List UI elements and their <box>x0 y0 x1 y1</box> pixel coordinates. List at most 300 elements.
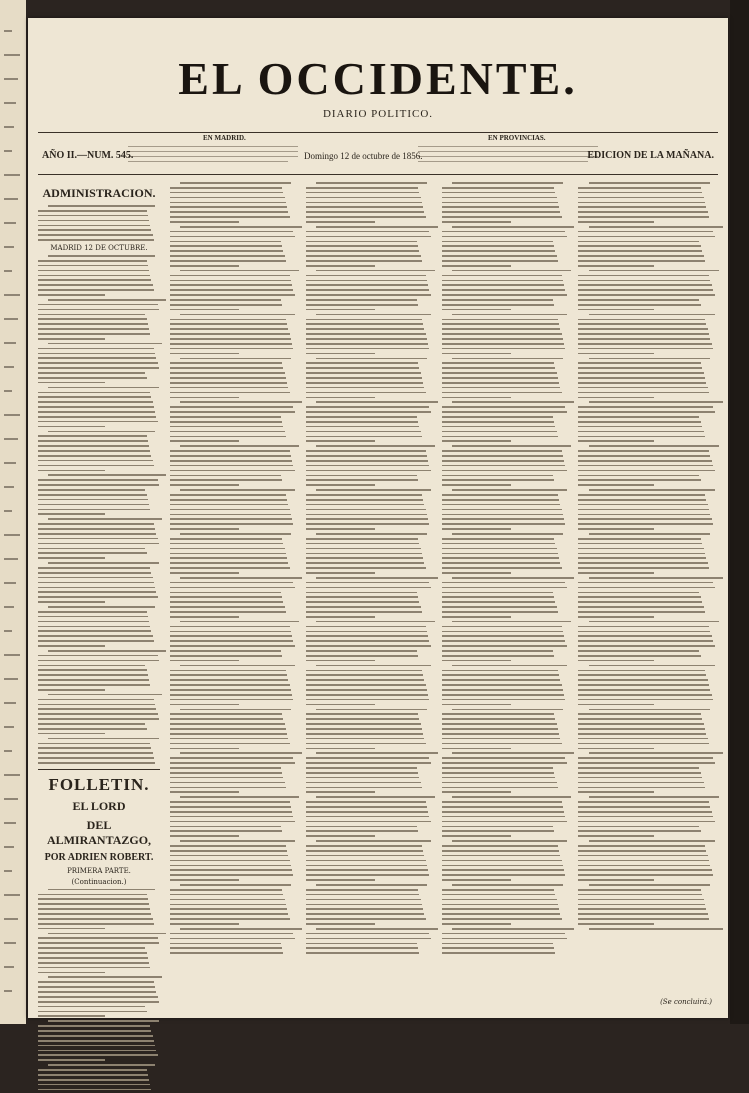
text-line <box>306 826 417 828</box>
text-line <box>48 255 155 257</box>
text-line <box>306 616 375 618</box>
text-line <box>306 601 419 603</box>
text-line <box>442 231 565 233</box>
text-line <box>578 913 708 915</box>
text-line <box>38 382 105 384</box>
text-line <box>306 348 429 350</box>
price-label-provincias: EN PROVINCIAS. <box>488 134 546 142</box>
text-line <box>306 772 418 774</box>
text-line <box>442 206 559 208</box>
text-line <box>38 489 145 491</box>
text-line <box>170 265 239 267</box>
price-text-provincias <box>418 146 598 147</box>
text-line <box>442 353 511 355</box>
text-line <box>170 304 282 306</box>
text-line <box>306 713 418 715</box>
text-line <box>306 801 426 803</box>
text-line <box>442 855 560 857</box>
text-line <box>442 450 562 452</box>
text-line <box>442 830 554 832</box>
text-line <box>442 894 555 896</box>
text-line <box>38 1079 149 1081</box>
text-line <box>578 904 705 906</box>
text-line <box>170 713 282 715</box>
text-line <box>170 674 287 676</box>
text-line <box>170 830 282 832</box>
edition-label: EDICION DE LA MAÑANA. <box>587 150 714 161</box>
text-line <box>578 865 710 867</box>
issue-number: AÑO II.—NUM. 545. <box>42 150 134 161</box>
text-line <box>306 704 375 706</box>
text-line <box>170 372 285 374</box>
text-line <box>48 387 159 389</box>
text-line <box>306 733 423 735</box>
text-line <box>306 241 417 243</box>
text-line <box>170 626 290 628</box>
text-line <box>578 830 701 832</box>
text-line <box>589 358 710 360</box>
text-line <box>38 513 105 515</box>
text-line <box>38 455 151 457</box>
text-line <box>578 557 706 559</box>
text-line <box>578 367 702 369</box>
text-line <box>442 436 558 438</box>
text-line <box>38 572 151 574</box>
text-line <box>578 245 701 247</box>
text-line <box>170 874 293 876</box>
text-line <box>578 635 712 637</box>
text-line <box>442 494 558 496</box>
text-line <box>170 777 283 779</box>
text-line <box>578 372 704 374</box>
text-line <box>578 211 708 213</box>
text-line <box>170 845 286 847</box>
text-line <box>306 397 375 399</box>
text-line <box>170 947 282 949</box>
text-line <box>442 202 558 204</box>
text-line <box>578 377 705 379</box>
text-line <box>38 699 154 701</box>
text-line <box>442 567 562 569</box>
text-line <box>578 782 704 784</box>
text-line <box>578 241 699 243</box>
text-line <box>38 372 145 374</box>
text-line <box>170 826 281 828</box>
text-line <box>306 592 417 594</box>
text-line <box>578 918 709 920</box>
text-line <box>170 738 288 740</box>
text-line <box>316 752 438 754</box>
text-line <box>442 236 567 238</box>
text-line <box>38 421 158 423</box>
text-line <box>38 752 153 754</box>
text-line <box>38 1054 158 1056</box>
text-line <box>38 353 155 355</box>
text-line <box>38 669 147 671</box>
text-line <box>452 928 574 930</box>
text-line <box>170 319 286 321</box>
text-line <box>578 236 715 238</box>
text-line <box>170 582 293 584</box>
text-line <box>442 791 511 793</box>
text-line <box>589 577 723 579</box>
text-line <box>38 279 151 281</box>
text-line <box>578 275 709 277</box>
text-line <box>170 821 295 823</box>
text-line <box>48 694 163 696</box>
text-line <box>442 309 511 311</box>
text-line <box>38 621 149 623</box>
text-line <box>578 426 702 428</box>
text-line <box>170 816 293 818</box>
text-line <box>38 435 147 437</box>
text-line <box>578 723 704 725</box>
text-line <box>48 518 163 520</box>
text-line <box>170 382 287 384</box>
text-line <box>442 465 565 467</box>
text-line <box>170 504 288 506</box>
text-line <box>306 640 429 642</box>
text-line <box>38 552 147 554</box>
text-line <box>578 923 654 925</box>
text-line <box>442 518 564 520</box>
text-line <box>170 460 292 462</box>
text-line <box>306 718 419 720</box>
text-line <box>170 236 295 238</box>
text-line <box>306 626 426 628</box>
text-line <box>38 465 154 467</box>
text-line <box>452 270 570 272</box>
text-line <box>306 562 424 564</box>
text-line <box>48 738 159 740</box>
text-line <box>38 323 148 325</box>
text-line <box>38 972 105 974</box>
text-line <box>38 289 154 291</box>
text-line <box>578 694 712 696</box>
text-line <box>578 284 712 286</box>
text-line <box>442 850 559 852</box>
text-line <box>306 606 421 608</box>
issue-info-bar <box>28 134 728 174</box>
text-line <box>306 280 427 282</box>
text-line <box>442 479 554 481</box>
text-line <box>306 689 427 691</box>
text-line <box>170 440 239 442</box>
text-line <box>442 382 559 384</box>
text-line <box>306 650 417 652</box>
text-line <box>578 835 654 837</box>
text-line <box>170 514 291 516</box>
text-line <box>589 226 723 228</box>
text-line <box>442 772 554 774</box>
text-line <box>578 280 710 282</box>
text-line <box>578 606 704 608</box>
text-line <box>306 323 423 325</box>
text-line <box>442 757 565 759</box>
text-line <box>306 265 375 267</box>
text-line <box>578 460 712 462</box>
column-4 <box>442 182 568 957</box>
text-line <box>578 479 701 481</box>
text-line <box>578 411 715 413</box>
text-line <box>316 182 427 184</box>
text-line <box>38 333 150 335</box>
text-line <box>38 908 150 910</box>
text-line <box>452 840 567 842</box>
text-line <box>170 860 290 862</box>
text-line <box>316 928 438 930</box>
text-line <box>306 874 429 876</box>
text-line <box>180 182 291 184</box>
text-line <box>578 572 654 574</box>
text-line <box>578 192 702 194</box>
text-line <box>578 255 704 257</box>
text-line <box>306 406 429 408</box>
text-line <box>306 372 421 374</box>
text-line <box>578 611 705 613</box>
text-line <box>306 655 418 657</box>
text-line <box>38 587 155 589</box>
text-line <box>316 621 434 623</box>
text-line <box>180 533 291 535</box>
text-line <box>170 865 291 867</box>
text-line <box>170 406 293 408</box>
text-line <box>38 304 158 306</box>
text-line <box>38 1050 156 1052</box>
text-line <box>578 450 709 452</box>
text-line <box>38 338 105 340</box>
text-line <box>578 826 699 828</box>
text-line <box>38 377 147 379</box>
text-line <box>170 557 287 559</box>
text-line <box>38 416 156 418</box>
text-line <box>48 431 155 433</box>
text-line <box>442 865 563 867</box>
text-line <box>442 655 554 657</box>
text-line <box>170 572 239 574</box>
text-line <box>589 270 719 272</box>
text-line <box>306 548 421 550</box>
text-line <box>316 226 438 228</box>
text-line <box>38 957 148 959</box>
text-line <box>578 387 708 389</box>
text-line <box>38 348 154 350</box>
text-line <box>589 752 723 754</box>
text-line <box>578 679 708 681</box>
text-line <box>578 816 713 818</box>
text-line <box>38 523 154 525</box>
text-line <box>170 723 285 725</box>
text-line <box>170 596 282 598</box>
text-line <box>452 709 563 711</box>
text-line <box>38 450 150 452</box>
text-line <box>306 748 375 750</box>
text-line <box>578 484 654 486</box>
text-line <box>442 528 511 530</box>
text-line <box>38 215 148 217</box>
text-line <box>306 518 428 520</box>
text-line <box>170 484 239 486</box>
text-line <box>306 660 375 662</box>
text-line <box>170 377 286 379</box>
text-line <box>589 182 710 184</box>
text-line <box>170 231 293 233</box>
column-5-text <box>578 182 716 930</box>
text-line <box>442 255 557 257</box>
text-line <box>578 689 710 691</box>
administracion-dateline: MADRID 12 DE OCTUBRE. <box>50 244 148 252</box>
text-line <box>38 499 148 501</box>
column-3-text <box>306 182 432 954</box>
text-line <box>316 577 438 579</box>
text-line <box>578 299 699 301</box>
text-line <box>578 553 705 555</box>
text-line <box>170 660 239 662</box>
text-line <box>578 762 715 764</box>
text-line <box>578 787 705 789</box>
text-line <box>38 898 148 900</box>
text-line <box>306 923 375 925</box>
text-line <box>38 577 153 579</box>
text-line <box>578 908 706 910</box>
text-line <box>38 460 153 462</box>
text-line <box>316 884 427 886</box>
column-5 <box>578 182 716 933</box>
text-line <box>306 879 375 881</box>
text-line <box>442 816 565 818</box>
text-line <box>442 631 563 633</box>
text-line <box>442 767 553 769</box>
text-line <box>578 221 654 223</box>
text-line <box>38 328 149 330</box>
text-line <box>170 670 286 672</box>
text-line <box>452 445 570 447</box>
text-line <box>442 197 557 199</box>
text-line <box>578 699 713 701</box>
text-line <box>306 411 431 413</box>
text-line <box>578 889 701 891</box>
text-line <box>316 358 427 360</box>
text-line <box>170 655 282 657</box>
text-line <box>38 743 150 745</box>
text-line <box>38 991 156 993</box>
text-line <box>306 192 419 194</box>
text-line <box>578 294 715 296</box>
text-line <box>578 328 708 330</box>
text-line <box>306 845 422 847</box>
text-line <box>442 406 565 408</box>
text-line <box>442 933 565 935</box>
text-line <box>442 284 564 286</box>
text-line <box>316 796 434 798</box>
text-line <box>442 913 560 915</box>
text-line <box>38 538 158 540</box>
text-line <box>442 904 558 906</box>
text-line <box>306 947 418 949</box>
text-line <box>578 250 702 252</box>
text-line <box>38 533 156 535</box>
text-line <box>170 606 285 608</box>
text-line <box>578 801 709 803</box>
text-line <box>578 475 699 477</box>
text-line <box>170 743 290 745</box>
adjacent-page-edge <box>0 0 26 1024</box>
text-line <box>578 548 704 550</box>
text-line <box>578 806 710 808</box>
text-line <box>306 835 375 837</box>
text-line <box>578 728 705 730</box>
text-line <box>306 670 422 672</box>
text-line <box>452 226 574 228</box>
text-line <box>578 353 654 355</box>
text-line <box>442 943 553 945</box>
text-line <box>170 309 239 311</box>
text-line <box>316 489 431 491</box>
text-line <box>442 328 560 330</box>
text-line <box>578 860 709 862</box>
text-line <box>316 401 438 403</box>
text-line <box>170 343 292 345</box>
text-line <box>306 465 429 467</box>
text-line <box>306 343 428 345</box>
text-line <box>442 241 553 243</box>
text-line <box>48 606 155 608</box>
text-line <box>442 699 565 701</box>
text-line <box>38 601 105 603</box>
column-1 <box>38 182 160 1093</box>
text-line <box>38 723 145 725</box>
text-line <box>442 523 565 525</box>
text-line <box>38 270 149 272</box>
text-line <box>578 650 699 652</box>
text-line <box>316 840 431 842</box>
text-line <box>170 718 283 720</box>
text-line <box>316 445 434 447</box>
text-line <box>306 221 375 223</box>
folletin-title-line-2: DEL ALMIRANTAZGO, <box>46 817 152 847</box>
text-line <box>578 187 701 189</box>
text-line <box>38 1045 155 1047</box>
text-line <box>38 942 159 944</box>
text-line <box>306 197 421 199</box>
text-line <box>38 225 150 227</box>
text-line <box>442 787 558 789</box>
text-line <box>306 553 422 555</box>
text-line <box>442 260 558 262</box>
text-line <box>38 318 147 320</box>
text-line <box>306 894 419 896</box>
text-line <box>578 743 709 745</box>
text-line <box>38 630 151 632</box>
text-line <box>442 280 563 282</box>
text-line <box>48 976 163 978</box>
header-rule-bottom <box>38 174 718 175</box>
text-line <box>306 202 422 204</box>
text-line <box>578 421 701 423</box>
text-line <box>578 718 702 720</box>
folletin-separator <box>38 769 160 770</box>
text-line <box>170 835 239 837</box>
text-line <box>442 431 557 433</box>
text-line <box>306 514 427 516</box>
text-line <box>170 192 283 194</box>
administracion-heading: ADMINISTRACION. <box>42 186 156 200</box>
text-line <box>442 553 558 555</box>
text-line <box>306 450 426 452</box>
text-line <box>306 236 431 238</box>
text-line <box>442 265 511 267</box>
text-line <box>38 947 145 949</box>
